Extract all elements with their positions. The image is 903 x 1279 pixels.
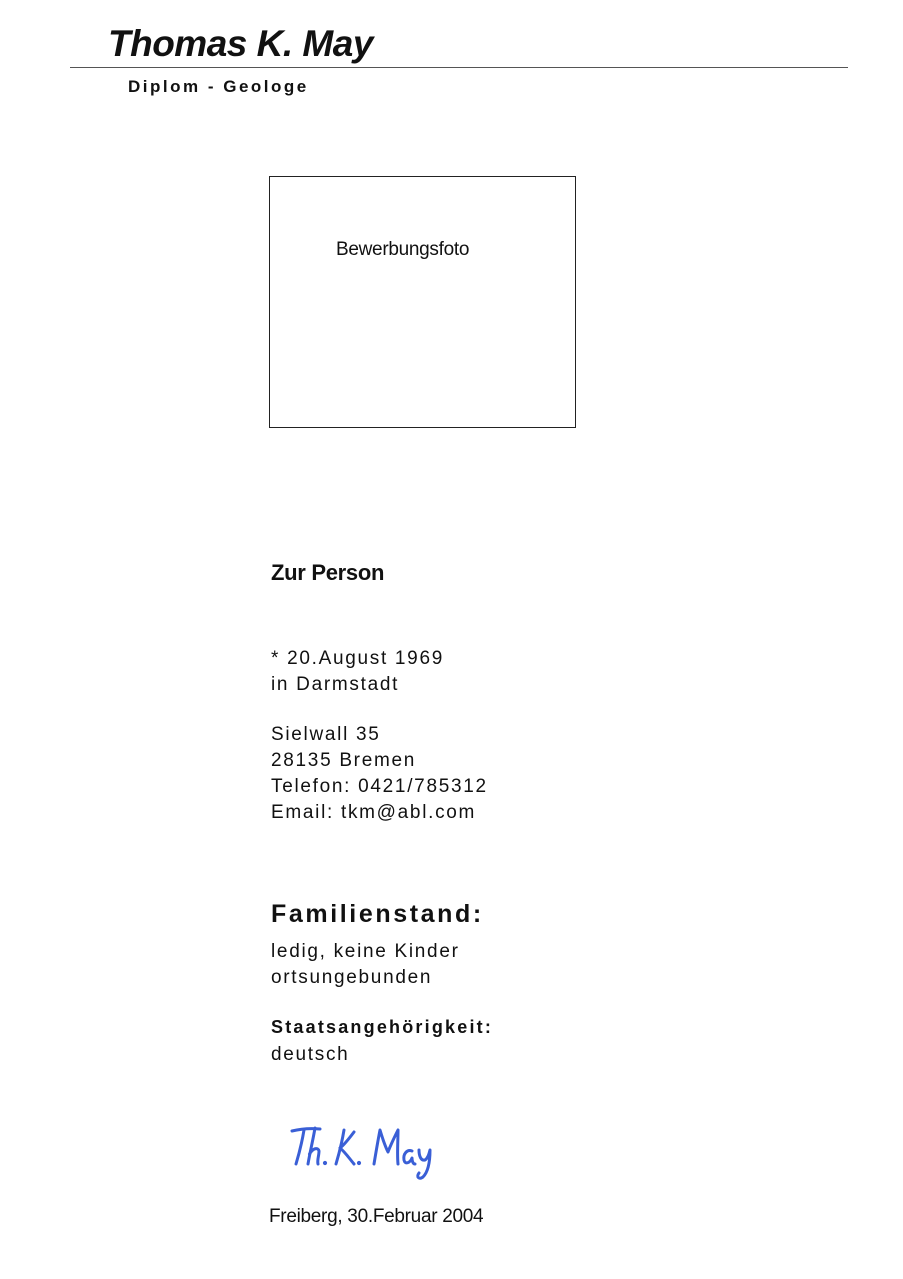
email-address: Email: tkm@abl.com [271, 802, 477, 823]
address-street: Sielwall 35 [271, 724, 381, 745]
mobility-status: ortsungebunden [271, 967, 433, 988]
birth-info [271, 646, 444, 698]
section-heading-nationality: Staatsangehörigkeit: [271, 1017, 494, 1037]
header-divider [70, 67, 848, 68]
photo-label: Bewerbungsfoto [336, 239, 470, 260]
handwritten-signature [288, 1118, 448, 1182]
photo-placeholder [269, 176, 576, 428]
birth-place: in Darmstadt [271, 674, 400, 695]
section-heading-family: Familienstand: [271, 900, 484, 928]
nationality-value: deutsch [271, 1044, 350, 1065]
marital-status: ledig, keine Kinder [271, 941, 460, 962]
family-info [271, 939, 460, 991]
nationality-info [271, 1042, 349, 1068]
section-heading-person: Zur Person [271, 560, 385, 585]
applicant-name: Thomas K. May [108, 23, 373, 64]
birth-date: * 20.August 1969 [271, 648, 444, 669]
place-and-date: Freiberg, 30.Februar 2004 [269, 1206, 484, 1227]
phone-number: Telefon: 0421/785312 [271, 776, 488, 797]
contact-info [271, 722, 488, 826]
profession-title: Diplom - Geologe [128, 77, 309, 96]
address-city: 28135 Bremen [271, 750, 417, 771]
